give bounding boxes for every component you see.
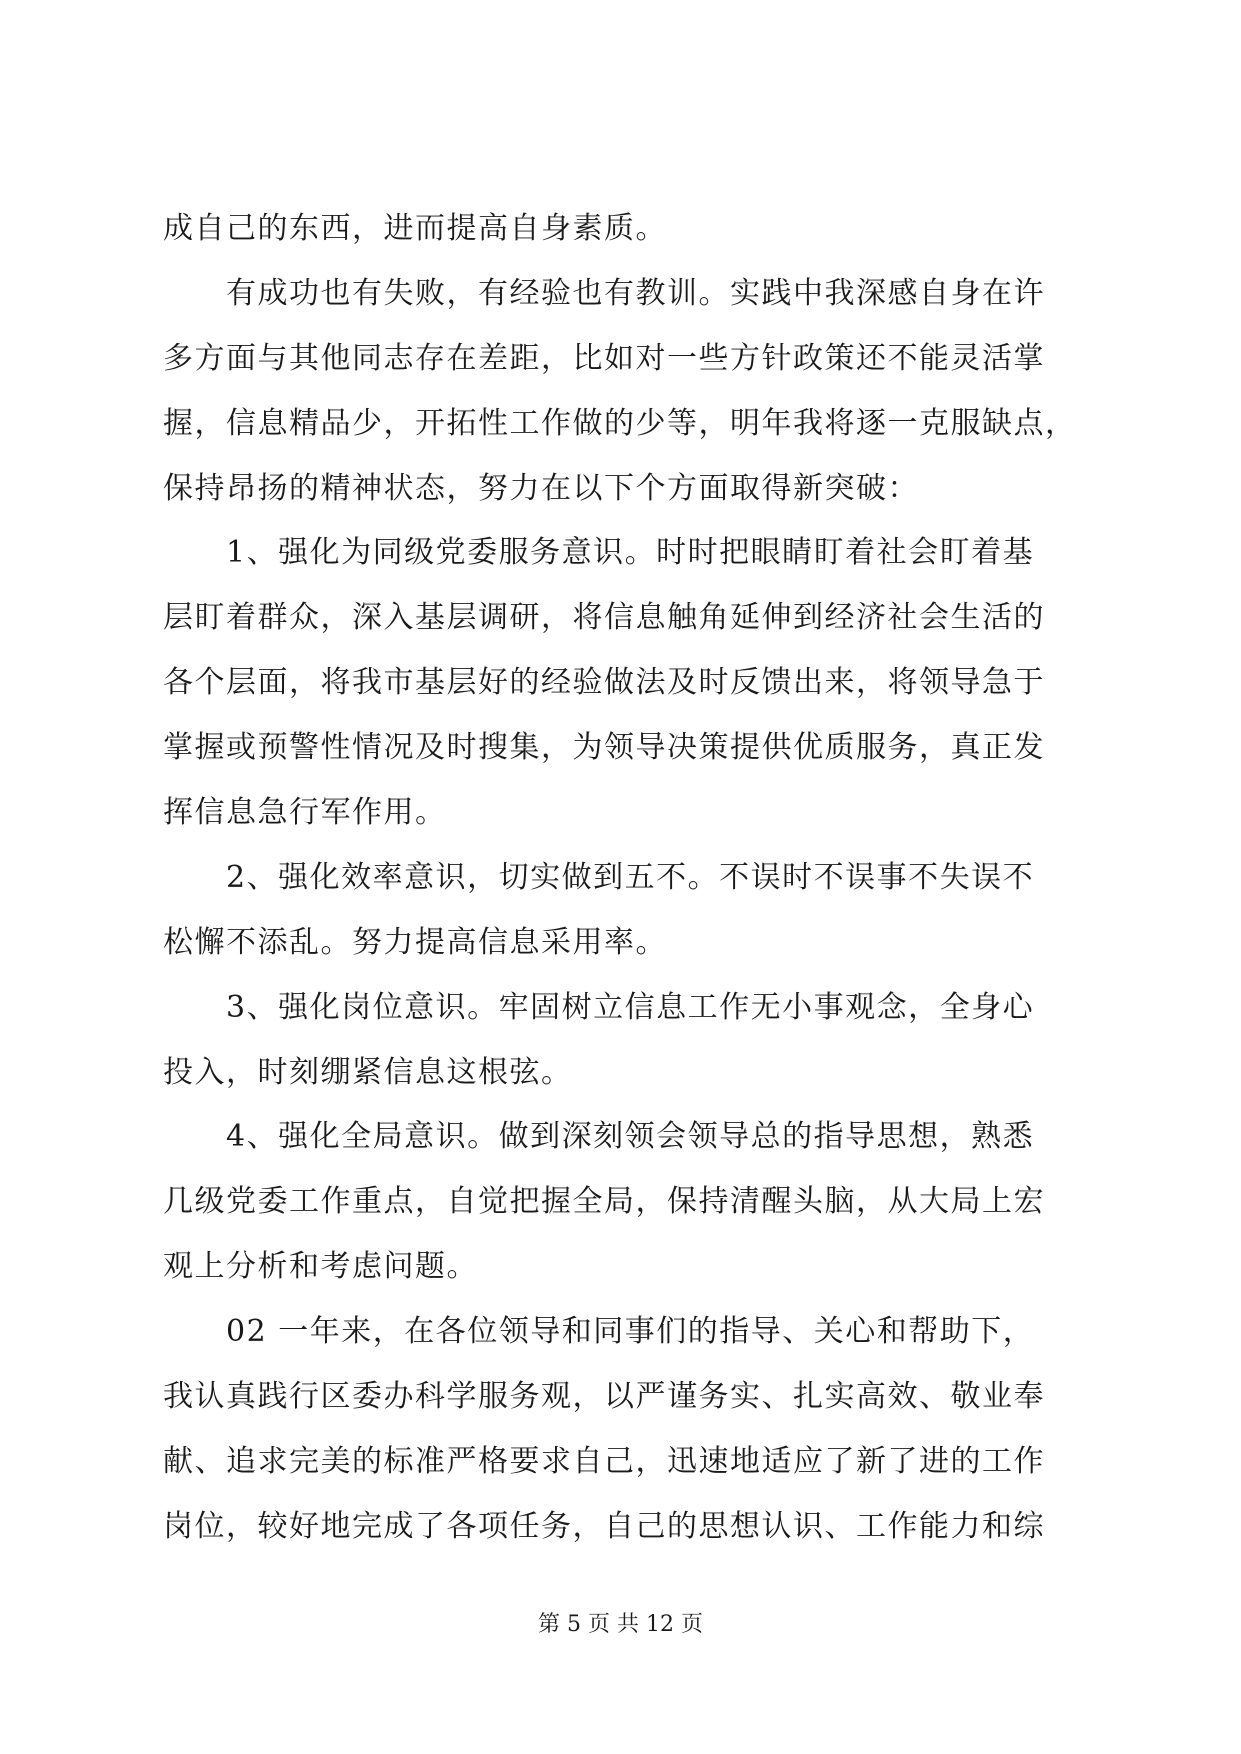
text-line: 握，信息精品少，开拓性工作做的少等，明年我将逐一克服缺点， [163, 405, 1077, 441]
text-line: 层盯着群众，深入基层调研，将信息触角延伸到经济社会生活的 [163, 600, 1045, 636]
text-line: 保持昂扬的精神状态，努力在以下个方面取得新突破： [163, 470, 919, 506]
text-line: 1、强化为同级党委服务意识。时时把眼睛盯着社会盯着基 [163, 535, 1035, 571]
text-line: 3、强化岗位意识。牢固树立信息工作无小事观念，全身心 [163, 989, 1035, 1025]
text-line: 投入，时刻绷紧信息这根弦。 [163, 1054, 573, 1090]
page-number: 第 5 页 共 12 页 [538, 1612, 703, 1637]
text-line: 我认真践行区委办科学服务观，以严谨务实、扎实高效、敬业奉 [163, 1379, 1045, 1415]
text-line: 献、追求完美的标准严格要求自己，迅速地适应了新了进的工作 [163, 1443, 1045, 1479]
text-line: 岗位，较好地完成了各项任务，自己的思想认识、工作能力和综 [163, 1508, 1045, 1544]
text-line: 成自己的东西，进而提高自身素质。 [163, 211, 667, 246]
text-line: 有成功也有失败，有经验也有教训。实践中我深感自身在许 [163, 275, 1045, 311]
text-line: 观上分析和考虑问题。 [163, 1249, 478, 1285]
text-line: 掌握或预警性情况及时搜集，为领导决策提供优质服务，真正发 [163, 730, 1045, 766]
text-line: 挥信息急行军作用。 [163, 795, 447, 831]
text-line: 2、强化效率意识，切实做到五不。不误时不误事不失误不 [163, 859, 1035, 895]
text-line: 松懈不添乱。努力提高信息采用率。 [163, 924, 667, 960]
body-text [163, 197, 1078, 1560]
text-line: 几级党委工作重点，自觉把握全局，保持清醒头脑，从大局上宏 [163, 1184, 1045, 1220]
text-line: 4、强化全局意识。做到深刻领会领导总的指导思想，熟悉 [163, 1119, 1035, 1155]
text-line: 02 一年来，在各位领导和同事们的指导、关心和帮助下， [163, 1314, 1035, 1350]
text-line: 多方面与其他同志存在差距，比如对一些方针政策还不能灵活掌 [163, 340, 1045, 376]
text-line: 各个层面，将我市基层好的经验做法及时反馈出来，将领导急于 [163, 665, 1045, 701]
page-footer [0, 1610, 1241, 1640]
